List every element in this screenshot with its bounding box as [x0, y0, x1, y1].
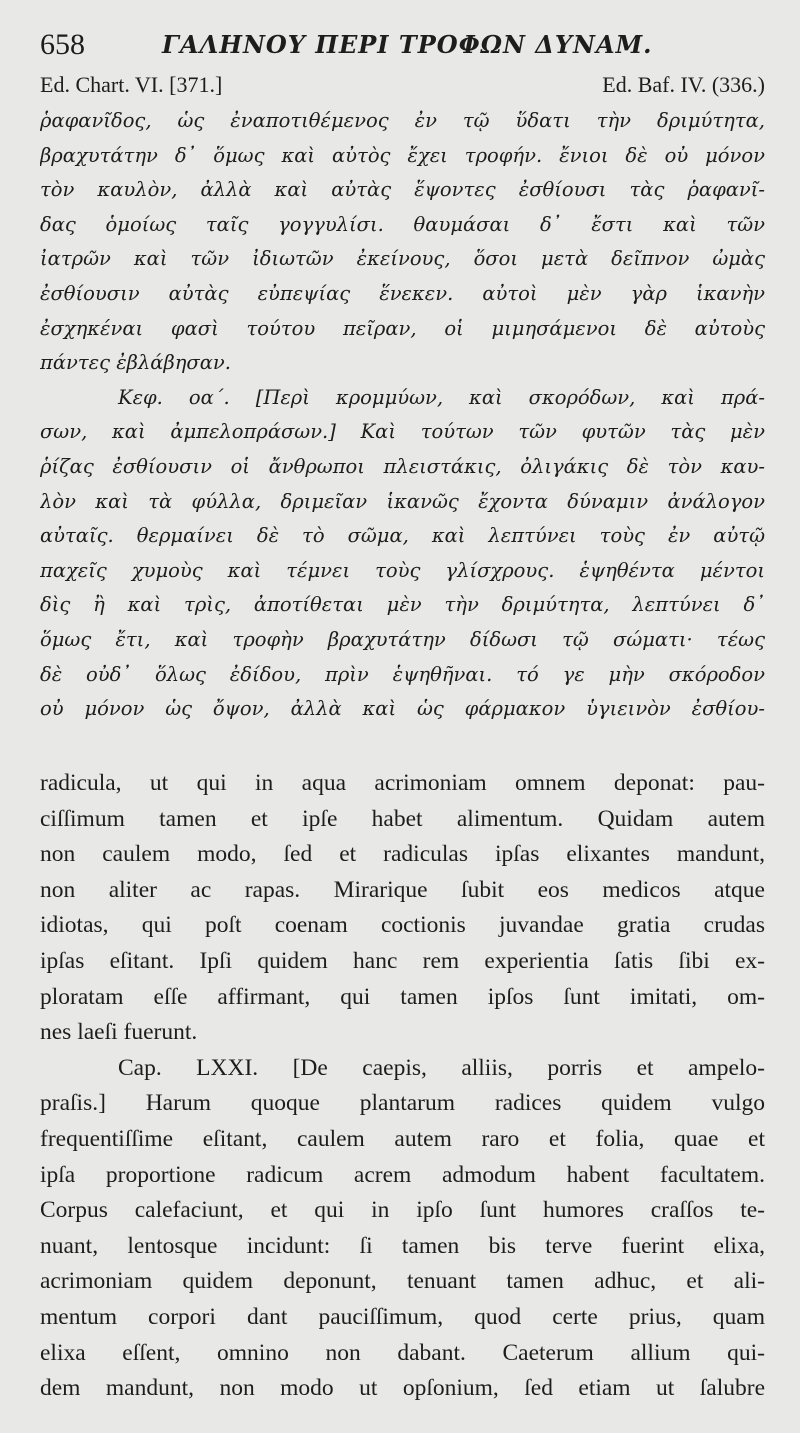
- latin-line: mentum corpori dant pauciſſimum, quod certe prius, quam: [40, 1303, 765, 1330]
- greek-line: οὐ μόνον ὡς ὄψον, ἀλλὰ καὶ ὡς φάρμακον ὑγιεινὸν ἐσθίου-: [40, 697, 765, 721]
- greek-line: δας ὁμοίως ταῖς γογγυλίσι. θαυμάσαι δ᾽ ἔστι καὶ τῶν: [40, 212, 765, 236]
- latin-text-block: [40, 766, 765, 1407]
- latin-line: Corpus calefaciunt, et qui in ipſo ſunt humores craſſos te-: [40, 1197, 765, 1224]
- latin-line: non caulem modo, ſed et radiculas ipſas elixantes mandunt,: [40, 841, 765, 868]
- latin-line: dem mandunt, non modo ut opſonium, ſed etiam ut ſalubre: [40, 1375, 765, 1402]
- greek-line: δὶς ἢ καὶ τρὶς, ἀποτίθεται μὲν τὴν δριμύτητα, λεπτύνει δ᾽: [40, 593, 765, 617]
- greek-line: ῥαφανῖδος, ὡς ἐναποτιθέμενος ἐν τῷ ὕδατι τὴν δριμύτητα,: [40, 109, 765, 132]
- page-header: [40, 26, 770, 66]
- greek-line: Κεφ. οα΄. [Περὶ κρομμύων, καὶ σκορόδων, καὶ πρά-: [118, 385, 765, 409]
- greek-line: αὐταῖς. θερμαίνει δὲ τὸ σῶμα, καὶ λεπτύνει τοὺς ἐν αὐτῷ: [40, 524, 765, 548]
- greek-line: βραχυτάτην δ᾽ ὅμως καὶ αὐτὸς ἔχει τροφήν. ἔνιοι δὲ οὐ μόνον: [40, 143, 765, 167]
- greek-line: ὅμως ἔτι, καὶ τροφὴν βραχυτάτην δίδωσι τῷ σώματι· τέως: [40, 627, 765, 651]
- edition-chartier-ref: Ed. Chart. VI. [371.]: [40, 72, 223, 97]
- greek-line: λὸν καὶ τὰ φύλλα, δριμεῖαν ἱκανῶς ἔχοντα δύναμιν ἀνάλογον: [40, 489, 765, 513]
- greek-line: σων, καὶ ἀμπελοπράσων.] Καὶ τούτων τῶν φυτῶν τὰς μὲν: [40, 420, 765, 444]
- edition-references: [40, 72, 765, 102]
- latin-line: frequentiſſime eſitant, caulem autem raro et folia, quae et: [40, 1125, 765, 1152]
- latin-line: acrimoniam quidem deponunt, tenuant tamen adhuc, et ali-: [40, 1268, 765, 1295]
- greek-line: δὲ οὐδ᾽ ὅλως ἐδίδου, πρὶν ἑψηθῆναι. τό γε μὴν σκόροδον: [40, 662, 765, 686]
- latin-line: praſis.] Harum quoque plantarum radices quidem vulgo: [40, 1090, 765, 1117]
- greek-line: ῥίζας ἐσθίουσιν οἱ ἄνθρωποι πλειστάκις, ὀλιγάκις δὲ τὸν καυ-: [40, 454, 765, 478]
- edition-basel-ref: Ed. Baf. IV. (336.): [602, 72, 765, 97]
- latin-line: Cap. LXXI. [De caepis, alliis, porris et ampelo-: [118, 1054, 765, 1081]
- greek-line: τὸν καυλὸν, ἀλλὰ καὶ αὐτὰς ἕψοντες ἐσθίουσι τὰς ῥαφανῖ-: [40, 178, 765, 202]
- greek-line: ἐσχηκέναι φασὶ τούτου πεῖραν, οἱ μιμησάμενοι δὲ αὐτοὺς: [40, 316, 765, 340]
- greek-line: ἐσθίουσιν αὐτὰς εὐπεψίας ἕνεκεν. αὐτοὶ μὲν γὰρ ἱκανὴν: [40, 281, 765, 305]
- latin-line: ciſſimum tamen et ipſe habet alimentum. Quidam autem: [40, 805, 765, 832]
- running-title: ΓΑΛΗΝΟΥ ΠΕΡΙ ΤΡΟΦΩΝ ΔΥΝΑΜ.: [162, 30, 653, 59]
- greek-line: ἰατρῶν καὶ τῶν ἰδιωτῶν ἐκείνους, ὅσοι μετὰ δεῖπνον ὠμὰς: [40, 247, 765, 271]
- latin-line: non aliter ac rapas. Mirarique ſubit eos medicos atque: [40, 876, 765, 903]
- latin-line: radicula, ut qui in aqua acrimoniam omnem deponat: pau-: [40, 770, 765, 796]
- latin-line: ploratam eſſe affirmant, qui tamen ipſos ſunt imitati, om-: [40, 983, 765, 1010]
- greek-text-block: [40, 104, 765, 727]
- page-number: 658: [40, 28, 85, 61]
- latin-line: idiotas, qui poſt coenam coctionis juvandae gratia crudas: [40, 912, 765, 939]
- latin-line: nuant, lentosque incidunt: ſi tamen bis terve fuerint elixa,: [40, 1232, 765, 1259]
- latin-line: ipſa proportione radicum acrem admodum habent facultatem.: [40, 1161, 765, 1188]
- greek-line: πάντες ἐβλάβησαν.: [40, 351, 231, 375]
- latin-line: nes laeſi fuerunt.: [40, 1019, 198, 1046]
- greek-line: παχεῖς χυμοὺς καὶ τέμνει τοὺς γλίσχρους. ἑψηθέντα μέντοι: [40, 558, 765, 582]
- latin-line: ipſas eſitant. Ipſi quidem hanc rem experientia ſatis ſibi ex-: [40, 947, 765, 974]
- latin-line: elixa eſſent, omnino non dabant. Caeterum allium qui-: [40, 1339, 765, 1366]
